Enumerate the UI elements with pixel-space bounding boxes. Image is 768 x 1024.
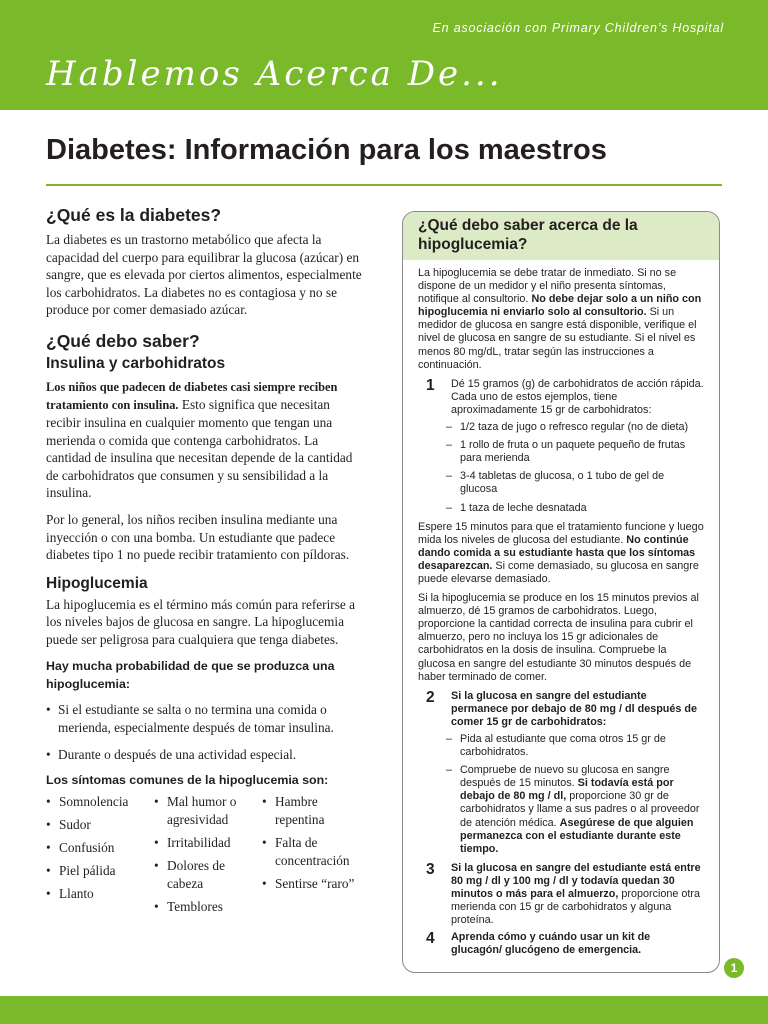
header-band [0,0,768,110]
symptoms-col-3 [262,793,366,921]
step-1-list [418,421,704,515]
step-2-item-a: Compruebe de nuevo su glucosa en sangre después de 15 minutos. [460,764,670,790]
step-4-text: Aprenda cómo y cuándo usar un kit de glucagón/ glucógeno de emergencia. [451,931,651,957]
what-heading: ¿Qué es la diabetes? [46,205,222,225]
wait-text-b: No continúe dando comida a su estudiante hasta que los síntomas desaparezcan. [418,533,696,572]
wait-text-a: Espere 15 minutos para que el tratamiento funcione y luego mida los niveles de glucosa del estudiante. [418,520,704,546]
list-item: – Pida al estudiante que coma otros 15 gr de carbohidratos. [446,733,704,759]
list-item: • Temblores [154,898,262,916]
list-item: • Confusión [46,839,154,857]
insulin-bold: Los niños que padecen de diabetes casi siempre reciben tratamiento con insulina. [46,379,338,412]
hypoglycemia-callout [402,211,720,973]
insulin-text-2: Por lo general, los niños reciben insulina mediante una inyección o con una bomba. Un estudiante que padece diabetes tipo 1 no puede recibir tratamiento con píldoras. [46,511,350,563]
list-item [446,764,704,856]
wait-paragraph [418,521,704,586]
step-text [442,931,704,957]
intro-text-a: La hipoglucemia se debe tratar de inmediato. Si no se dispone de un medidor y el niño presenta síntomas, notifique al consultorio. [418,267,677,306]
wait-text-c: Si come demasiado, su glucosa en sangre puede elevarse demasiado. [418,559,699,585]
symptoms-col-1 [46,793,154,921]
step-2-item-c: proporcione 30 gr de carbohidratos y llame a sus padres o al proveedor de atención médica. [460,790,700,829]
insulin-paragraph [46,378,366,502]
step-number: 1 [426,376,435,394]
what-text: La diabetes es un trastorno metabólico que afecta la capacidad del cuerpo para equilibrar la glucosa (azúcar) en sangre, que es elevada por ciertos alimentos, especialmente los carbohidratos. La diabetes no es contagiosa y no se produce por comer demasiado azúcar. [46,232,362,318]
lunch-paragraph: Si la hipoglucemia se produce en los 15 minutos previos al almuerzo, dé 15 gramos de carbohidratos. Luego, proporcione la cantidad correcta de insulina para cubrir el almuerzo, pero no incluya los 15 gr adicionales de carbohidratos en la dosis de insulina. Compruebe la glucosa en sangre del estudiante 30 minutos después de haber terminado de comer. [418,592,699,683]
list-item: • Durante o después de una actividad especial. [46,746,366,764]
hypo-heading: Hipoglucemia [46,574,148,592]
symptoms-col-2 [154,793,262,921]
know-heading: ¿Qué debo saber? [46,330,200,351]
step-1 [418,378,704,417]
partner-text: En asociación con Primary Children’s Hospital [432,21,724,35]
list-item: – 3-4 tabletas de glucosa, o 1 tubo de gel de glucosa [446,470,704,496]
callout-header [403,212,719,260]
list-item: • Llanto [46,885,154,903]
list-item: • Sudor [46,816,154,834]
list-item: • Irritabilidad [154,834,262,852]
step-2-list [418,733,704,856]
list-item: – 1 taza de leche desnatada [446,502,704,515]
step-text [442,862,704,927]
page-number-badge: 1 [724,958,744,978]
step-number: 3 [426,860,435,878]
list-item: • Dolores de cabeza [154,857,262,893]
likely-list [46,701,366,764]
list-item: • Somnolencia [46,793,154,811]
symptoms-grid [46,793,366,921]
step-3-text-a: Si la glucosa en sangre del estudiante está entre 80 mg / dl y 100 mg / dl y todavía quedan 30 minutos o más para el almuerzo, [451,861,701,901]
intro-text-c: Si un medidor de glucosa en sangre está disponible, verifique el nivel de glucosa en sangre de su estudiante. Si el nivel es menos 80 mg/dL, tratar según las instrucciones a continuación. [418,306,697,371]
left-column [46,205,366,921]
step-number: 2 [426,688,435,706]
list-item: • Hambre repentina [262,793,366,829]
step-2-text: Si la glucosa en sangre del estudiante permanece por debajo de 80 mg / dl después de comer 15 gr de carbohidratos: [451,689,698,728]
series-title: Hablemos Acerca De... [46,54,503,94]
insulin-heading: Insulina y carbohidratos [46,354,226,372]
symptoms-heading: Los síntomas comunes de la hipoglucemia son: [46,772,329,787]
step-text [442,690,704,729]
hypo-text: La hipoglucemia es el término más común para referirse a los niveles bajos de glucosa en sangre. La hipoglucemia puede ser peligrosa para cualquiera que tenga diabetes. [46,596,356,647]
list-item: • Falta de concentración [262,834,366,870]
step-2-item-b: Si todavía está por debajo de 80 mg / dl, [460,777,674,803]
step-2-item-d: Asegúrese de que alguien permanezca con el estudiante durante este tiempo. [460,816,694,855]
list-item: – 1 rollo de fruta o un paquete pequeño de frutas para merienda [446,439,704,465]
page-title: Diabetes: Información para los maestros [46,134,607,166]
title-divider [46,184,722,186]
footer-band [0,996,768,1024]
step-4 [418,931,704,957]
list-item: • Sentirse “raro” [262,875,366,893]
step-3-text-b: proporcione otra merienda con 15 gr de carbohidratos y alguna proteína. [451,888,701,927]
step-3 [418,862,704,927]
callout-heading: ¿Qué debo saber acerca de la hipoglucemia? [418,217,638,253]
list-item: • Piel pálida [46,862,154,880]
step-number: 4 [426,930,435,948]
callout-intro [418,267,704,372]
list-item: – 1/2 taza de jugo o refresco regular (no de dieta) [446,421,704,434]
insulin-text: Esto significa que necesitan recibir insulina en cualquier momento que tengan una merienda o comida que contenga carbohidratos. La cantidad de insulina que necesitan depende de la cantidad de carbohidratos que consumen y su sensibilidad a la insulina. [46,396,353,501]
intro-text-b: No debe dejar solo a un niño con hipoglucemia ni enviarlo solo al consultorio. [418,293,702,319]
list-item: • Mal humor o agresividad [154,793,262,829]
callout-body [403,260,719,958]
step-2 [418,690,704,729]
step-text: Dé 15 gramos (g) de carbohidratos de acción rápida. Cada uno de estos ejemplos, tiene aproximadamente 15 gr de carbohidratos: [451,377,704,416]
list-item: • Si el estudiante se salta o no termina una comida o merienda, especialmente después de tomar insulina. [46,701,366,737]
likely-heading: Hay mucha probabilidad de que se produzca una hipoglucemia: [46,658,335,691]
